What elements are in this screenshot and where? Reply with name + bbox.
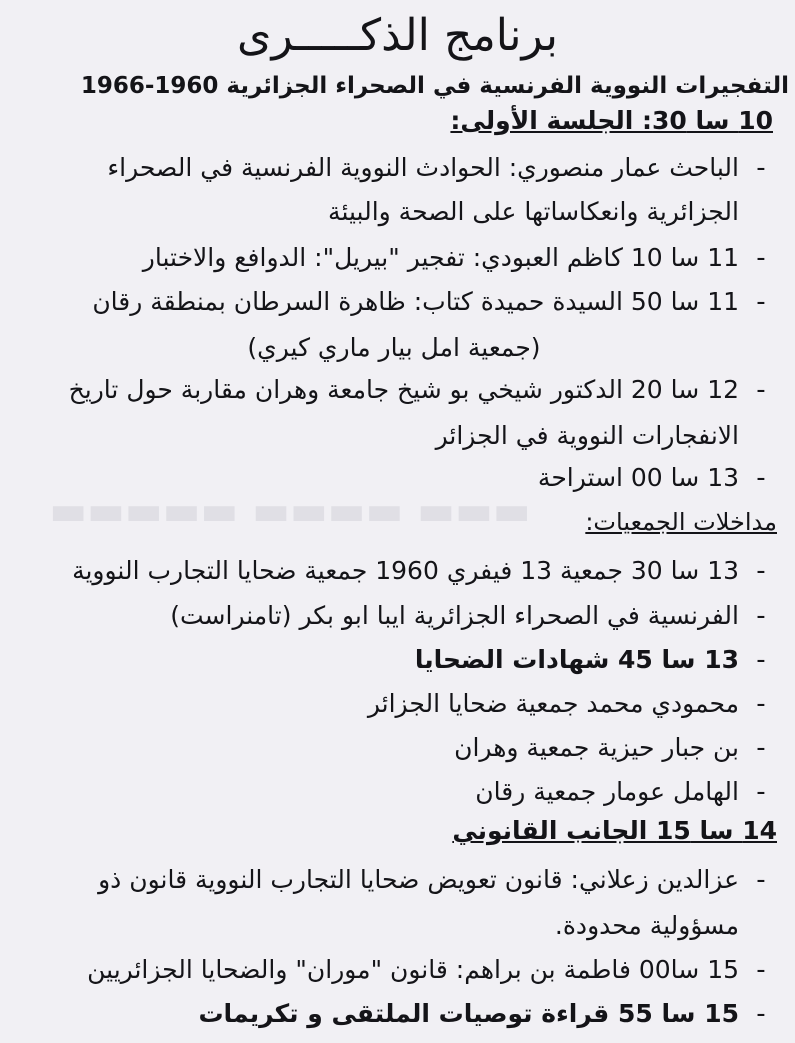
session1-item-5: [5, 456, 783, 500]
legal-item-3: [5, 992, 783, 1036]
bullet-dash: -: [756, 999, 766, 1029]
legal-item-3-line1: 15 سا 55 قراءة توصيات الملتقى و تكريمات: [198, 999, 739, 1028]
session1-item-4: [5, 368, 783, 412]
bullet-dash: -: [756, 733, 766, 763]
page-subtitle: التفجيرات النووية الفرنسية في الصحراء الجزائرية 1960-1966: [80, 73, 789, 99]
bullet-dash: -: [756, 243, 766, 273]
associations-item-3: [5, 638, 783, 682]
legal-item-2: [5, 948, 783, 992]
associations-item-5: [5, 726, 783, 770]
bullet-dash: -: [756, 777, 766, 807]
legal-item-1-continuation: [5, 904, 783, 948]
session1-item-5-line1: 13 سا 00 استراحة: [537, 463, 739, 492]
bullet-dash: -: [756, 375, 766, 405]
associations-item-6: [5, 770, 783, 814]
associations-item-4: [5, 682, 783, 726]
background-stamp-watermark: ▬▬▬ ▬▬▬▬ ▬▬▬▬▬: [49, 488, 531, 534]
bullet-dash: -: [756, 287, 766, 317]
session1-item-1-line2: الجزائرية وانعكاساتها على الصحة والبيئة: [328, 197, 739, 226]
session1-item-2: [5, 236, 783, 280]
session1-item-3-continuation: [5, 326, 783, 370]
associations-item-6-text: الهامل عومار جمعية رقان: [475, 777, 739, 806]
bullet-dash: -: [756, 689, 766, 719]
session1-item-1-continuation: [5, 190, 783, 234]
session1-item-3: [5, 280, 783, 324]
associations-item-2: [5, 594, 783, 638]
session1-item-2-line1: 11 سا 10 كاظم العبودي: تفجير "بيريل": الدوافع والاختبار: [142, 243, 739, 272]
bullet-dash: -: [756, 955, 766, 985]
legal-item-1-line2: مسؤولية محدودة.: [554, 911, 739, 940]
bullet-dash: -: [756, 865, 766, 895]
session1-item-1: [5, 146, 783, 190]
legal-item-1-line1: عزالدين زعلاني: قانون تعويض ضحايا التجارب النووية قانون ذو: [98, 865, 739, 894]
legal-item-2-line1: 15 سا00 فاطمة بن براهم: قانون "موران" والضحايا الجزائريين: [87, 955, 739, 984]
associations-heading: مداخلات الجمعيات:: [585, 508, 777, 536]
bullet-dash: -: [756, 463, 766, 493]
session1-heading: 10 سا 30: الجلسة الأولى:: [450, 106, 773, 135]
legal-item-1: [5, 858, 783, 902]
session1-item-3-line1: 11 سا 50 السيدة حميدة كتاب: ظاهرة السرطان بمنطقة رقان: [92, 287, 739, 316]
associations-item-1-text: 13 سا 30 جمعية 13 فيفري 1960 جمعية ضحايا التجارب النووية: [72, 556, 739, 585]
session1-item-4-continuation: [5, 414, 783, 458]
session1-item-4-line2: الانفجارات النووية في الجزائر: [435, 421, 739, 450]
legal-heading: 14 سا 15 الجانب القانوني: [452, 816, 777, 845]
bullet-dash: -: [756, 601, 766, 631]
session1-item-4-line1: 12 سا 20 الدكتور شيخي بو شيخ جامعة وهران مقاربة حول تاريخ: [68, 375, 739, 404]
bullet-dash: -: [756, 645, 766, 675]
session1-item-3-line2: (جمعية امل بيار ماري كيري): [247, 333, 541, 362]
associations-item-1: [5, 549, 783, 593]
associations-item-3-text: 13 سا 45 شهادات الضحايا: [414, 645, 739, 674]
session1-item-1-line1: الباحث عمار منصوري: الحوادث النووية الفرنسية في الصحراء: [107, 153, 739, 182]
page-title: برنامج الذكـــــرى: [237, 10, 558, 61]
bullet-dash: -: [756, 153, 766, 183]
associations-item-2-text: الفرنسية في الصحراء الجزائرية ايبا ابو بكر (تامنراست): [170, 601, 739, 630]
associations-item-5-text: بن جبار حيزية جمعية وهران: [454, 733, 739, 762]
bullet-dash: -: [756, 556, 766, 586]
associations-item-4-text: محمودي محمد جمعية ضحايا الجزائر: [367, 689, 739, 718]
